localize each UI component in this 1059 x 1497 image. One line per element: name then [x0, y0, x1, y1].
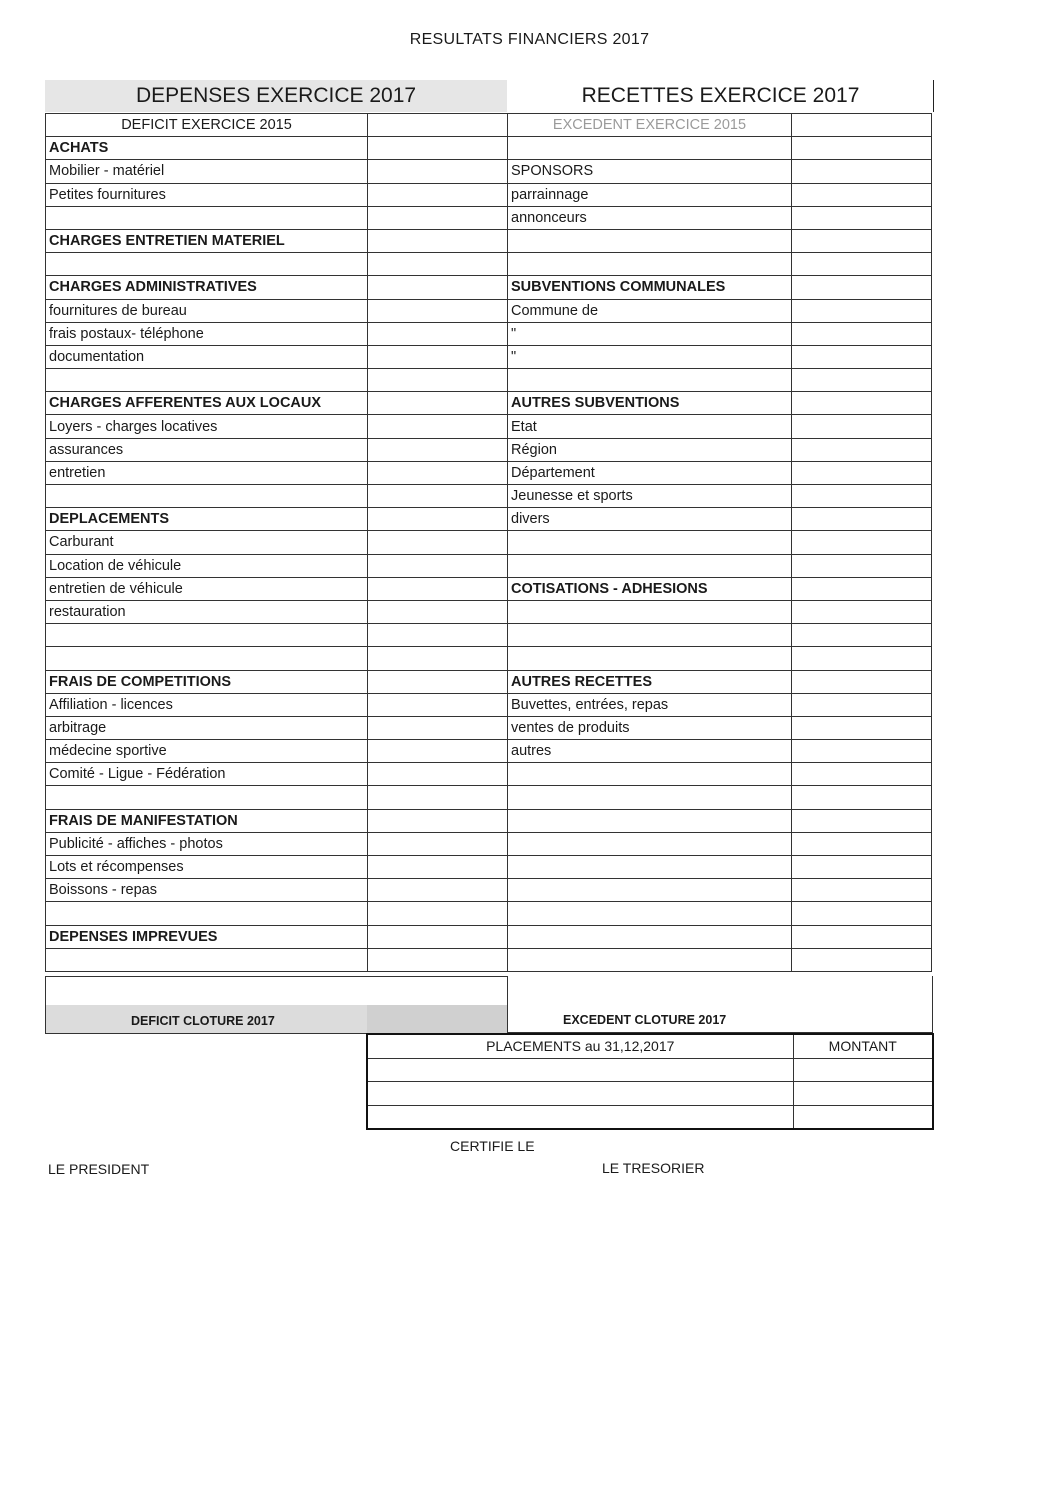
budget-row	[46, 902, 932, 925]
depense-label-cell: DEPENSES IMPREVUES	[46, 925, 368, 948]
depense-amount-cell	[368, 879, 508, 902]
budget-table	[45, 113, 932, 972]
depense-label-cell: Loyers - charges locatives	[46, 415, 368, 438]
placements-cell	[367, 1082, 793, 1106]
depense-amount-cell	[368, 693, 508, 716]
budget-row	[46, 229, 932, 252]
recette-label-cell	[508, 600, 792, 623]
depenses-header: DEPENSES EXERCICE 2017	[45, 80, 507, 112]
recette-label-cell: divers	[508, 508, 792, 531]
deficit-cloture-amount	[367, 976, 508, 1034]
depense-label-cell	[46, 786, 368, 809]
recette-label-cell: Buvettes, entrées, repas	[508, 693, 792, 716]
recette-amount-cell	[792, 856, 932, 879]
placements-row	[367, 1058, 933, 1082]
depense-amount-cell	[368, 856, 508, 879]
depense-label-cell: DEFICIT EXERCICE 2015	[46, 114, 368, 137]
budget-row	[46, 716, 932, 739]
budget-row	[46, 763, 932, 786]
recette-label-cell: autres	[508, 740, 792, 763]
depense-amount-cell	[368, 508, 508, 531]
recette-amount-cell	[792, 114, 932, 137]
depense-label-cell: Comité - Ligue - Fédération	[46, 763, 368, 786]
depense-amount-cell	[368, 809, 508, 832]
placements-amount-cell	[793, 1058, 933, 1082]
depense-label-cell	[46, 948, 368, 971]
recette-label-cell: AUTRES RECETTES	[508, 670, 792, 693]
budget-row	[46, 832, 932, 855]
depense-amount-cell	[368, 369, 508, 392]
recette-label-cell	[508, 369, 792, 392]
recette-amount-cell	[792, 670, 932, 693]
recette-label-cell: AUTRES SUBVENTIONS	[508, 392, 792, 415]
document-title: RESULTATS FINANCIERS 2017	[409, 31, 650, 48]
excedent-cloture-label: EXCEDENT CLOTURE 2017	[563, 1013, 727, 1027]
placements-row	[367, 1082, 933, 1106]
depense-label-cell	[46, 253, 368, 276]
depense-label-cell	[46, 369, 368, 392]
depense-label-cell: ACHATS	[46, 137, 368, 160]
depense-amount-cell	[368, 137, 508, 160]
recette-amount-cell	[792, 577, 932, 600]
recette-label-cell	[508, 624, 792, 647]
depense-label-cell: Location de véhicule	[46, 554, 368, 577]
placements-cell	[367, 1105, 793, 1129]
depense-label-cell: entretien	[46, 461, 368, 484]
budget-row	[46, 438, 932, 461]
depense-amount-cell	[368, 322, 508, 345]
budget-row	[46, 577, 932, 600]
depense-amount-cell	[368, 577, 508, 600]
depense-label-cell: Boissons - repas	[46, 879, 368, 902]
recette-label-cell	[508, 832, 792, 855]
recette-amount-cell	[792, 693, 932, 716]
recette-amount-cell	[792, 600, 932, 623]
recette-label-cell: Etat	[508, 415, 792, 438]
budget-row	[46, 160, 932, 183]
depense-amount-cell	[368, 902, 508, 925]
depense-label-cell: arbitrage	[46, 716, 368, 739]
recette-amount-cell	[792, 948, 932, 971]
recette-label-cell	[508, 925, 792, 948]
recette-amount-cell	[792, 160, 932, 183]
depense-amount-cell	[368, 183, 508, 206]
recette-label-cell	[508, 948, 792, 971]
recette-label-cell	[508, 763, 792, 786]
recette-amount-cell	[792, 485, 932, 508]
placements-header-row	[367, 1034, 933, 1058]
depense-label-cell	[46, 206, 368, 229]
depense-amount-cell	[368, 229, 508, 252]
depense-amount-cell	[368, 276, 508, 299]
recette-label-cell	[508, 647, 792, 670]
budget-row	[46, 554, 932, 577]
recette-amount-cell	[792, 554, 932, 577]
budget-row	[46, 415, 932, 438]
budget-row	[46, 624, 932, 647]
depense-amount-cell	[368, 392, 508, 415]
budget-row	[46, 276, 932, 299]
depense-label-cell: Lots et récompenses	[46, 856, 368, 879]
depense-label-cell: médecine sportive	[46, 740, 368, 763]
recette-amount-cell	[792, 345, 932, 368]
budget-row	[46, 345, 932, 368]
depense-amount-cell	[368, 647, 508, 670]
recette-label-cell	[508, 902, 792, 925]
recette-amount-cell	[792, 809, 932, 832]
depense-label-cell: CHARGES ADMINISTRATIVES	[46, 276, 368, 299]
budget-row	[46, 461, 932, 484]
recette-label-cell: Commune de	[508, 299, 792, 322]
recettes-header: RECETTES EXERCICE 2017	[508, 80, 934, 112]
recette-amount-cell	[792, 763, 932, 786]
recette-amount-cell	[792, 879, 932, 902]
recette-label-cell: EXCEDENT EXERCICE 2015	[508, 114, 792, 137]
recette-label-cell: SPONSORS	[508, 160, 792, 183]
certifie-label: CERTIFIE LE	[450, 1138, 535, 1154]
recette-amount-cell	[792, 647, 932, 670]
budget-row	[46, 114, 932, 137]
president-label: LE PRESIDENT	[48, 1161, 150, 1177]
depense-amount-cell	[368, 554, 508, 577]
budget-row	[46, 369, 932, 392]
budget-row	[46, 299, 932, 322]
budget-row	[46, 600, 932, 623]
placements-table	[366, 1033, 934, 1130]
depense-amount-cell	[368, 345, 508, 368]
depense-amount-cell	[368, 461, 508, 484]
recette-amount-cell	[792, 624, 932, 647]
depense-amount-cell	[368, 670, 508, 693]
depense-label-cell: CHARGES AFFERENTES AUX LOCAUX	[46, 392, 368, 415]
recette-label-cell	[508, 229, 792, 252]
depense-amount-cell	[368, 786, 508, 809]
placements-amount-cell	[793, 1082, 933, 1106]
depense-label-cell: DEPLACEMENTS	[46, 508, 368, 531]
recette-amount-cell	[792, 229, 932, 252]
recette-amount-cell	[792, 461, 932, 484]
recette-amount-cell	[792, 415, 932, 438]
depense-label-cell: Publicité - affiches - photos	[46, 832, 368, 855]
depense-amount-cell	[368, 438, 508, 461]
depense-amount-cell	[368, 160, 508, 183]
depense-label-cell	[46, 624, 368, 647]
recette-label-cell: COTISATIONS - ADHESIONS	[508, 577, 792, 600]
recette-amount-cell	[792, 322, 932, 345]
deficit-cloture-label: DEFICIT CLOTURE 2017	[131, 1014, 275, 1028]
budget-row	[46, 137, 932, 160]
recette-amount-cell	[792, 369, 932, 392]
depense-amount-cell	[368, 925, 508, 948]
depense-label-cell: restauration	[46, 600, 368, 623]
budget-row	[46, 183, 932, 206]
recette-amount-cell	[792, 925, 932, 948]
budget-row	[46, 485, 932, 508]
recette-label-cell: Département	[508, 461, 792, 484]
recette-amount-cell	[792, 740, 932, 763]
recette-amount-cell	[792, 508, 932, 531]
recette-label-cell	[508, 809, 792, 832]
depense-amount-cell	[368, 415, 508, 438]
budget-row	[46, 508, 932, 531]
depense-amount-cell	[368, 531, 508, 554]
placements-title: PLACEMENTS au 31,12,2017	[367, 1034, 793, 1058]
budget-row	[46, 856, 932, 879]
depense-label-cell: CHARGES ENTRETIEN MATERIEL	[46, 229, 368, 252]
depense-label-cell: frais postaux- téléphone	[46, 322, 368, 345]
budget-row	[46, 531, 932, 554]
recette-label-cell	[508, 856, 792, 879]
depense-amount-cell	[368, 624, 508, 647]
depense-label-cell: assurances	[46, 438, 368, 461]
budget-row	[46, 925, 932, 948]
depense-label-cell: FRAIS DE MANIFESTATION	[46, 809, 368, 832]
recette-label-cell: Région	[508, 438, 792, 461]
depense-label-cell: documentation	[46, 345, 368, 368]
placements-cell	[367, 1058, 793, 1082]
recette-label-cell: Jeunesse et sports	[508, 485, 792, 508]
depense-amount-cell	[368, 716, 508, 739]
depense-label-cell: fournitures de bureau	[46, 299, 368, 322]
depense-amount-cell	[368, 763, 508, 786]
budget-row	[46, 670, 932, 693]
placements-amount-cell	[793, 1105, 933, 1129]
depense-amount-cell	[368, 114, 508, 137]
budget-row	[46, 206, 932, 229]
recette-amount-cell	[792, 183, 932, 206]
budget-row	[46, 809, 932, 832]
montant-header: MONTANT	[793, 1034, 933, 1058]
recette-amount-cell	[792, 531, 932, 554]
recette-label-cell	[508, 253, 792, 276]
placements-row	[367, 1105, 933, 1129]
budget-row	[46, 948, 932, 971]
depense-amount-cell	[368, 832, 508, 855]
depense-label-cell: entretien de véhicule	[46, 577, 368, 600]
depense-amount-cell	[368, 253, 508, 276]
depense-label-cell	[46, 902, 368, 925]
budget-row	[46, 693, 932, 716]
recette-amount-cell	[792, 206, 932, 229]
recette-amount-cell	[792, 786, 932, 809]
recette-amount-cell	[792, 137, 932, 160]
recette-label-cell: parrainnage	[508, 183, 792, 206]
budget-row	[46, 392, 932, 415]
depense-label-cell: Affiliation - licences	[46, 693, 368, 716]
depense-label-cell: FRAIS DE COMPETITIONS	[46, 670, 368, 693]
recette-amount-cell	[792, 438, 932, 461]
deficit-cloture-cell	[45, 976, 369, 1034]
recette-amount-cell	[792, 716, 932, 739]
budget-row	[46, 322, 932, 345]
depense-amount-cell	[368, 299, 508, 322]
recette-amount-cell	[792, 902, 932, 925]
depense-amount-cell	[368, 948, 508, 971]
recette-amount-cell	[792, 253, 932, 276]
budget-table-body	[46, 114, 932, 972]
depense-label-cell: Petites fournitures	[46, 183, 368, 206]
recette-label-cell: SUBVENTIONS COMMUNALES	[508, 276, 792, 299]
excedent-cloture-cell	[508, 976, 792, 1033]
budget-row	[46, 647, 932, 670]
depense-label-cell	[46, 647, 368, 670]
depense-label-cell	[46, 485, 368, 508]
depense-amount-cell	[368, 485, 508, 508]
budget-row	[46, 740, 932, 763]
recette-label-cell	[508, 137, 792, 160]
recette-label-cell	[508, 879, 792, 902]
recette-label-cell	[508, 786, 792, 809]
recette-label-cell	[508, 554, 792, 577]
excedent-cloture-amount	[792, 976, 933, 1033]
budget-row	[46, 786, 932, 809]
depense-label-cell: Carburant	[46, 531, 368, 554]
recette-label-cell: annonceurs	[508, 206, 792, 229]
depense-amount-cell	[368, 600, 508, 623]
recette-amount-cell	[792, 276, 932, 299]
budget-row	[46, 253, 932, 276]
recette-label-cell: "	[508, 345, 792, 368]
depense-amount-cell	[368, 740, 508, 763]
recette-label-cell: ventes de produits	[508, 716, 792, 739]
budget-row	[46, 879, 932, 902]
depense-label-cell: Mobilier - matériel	[46, 160, 368, 183]
recette-label-cell: "	[508, 322, 792, 345]
depense-amount-cell	[368, 206, 508, 229]
recette-amount-cell	[792, 832, 932, 855]
recette-amount-cell	[792, 299, 932, 322]
recette-amount-cell	[792, 392, 932, 415]
tresorier-label: LE TRESORIER	[602, 1160, 705, 1176]
recette-label-cell	[508, 531, 792, 554]
